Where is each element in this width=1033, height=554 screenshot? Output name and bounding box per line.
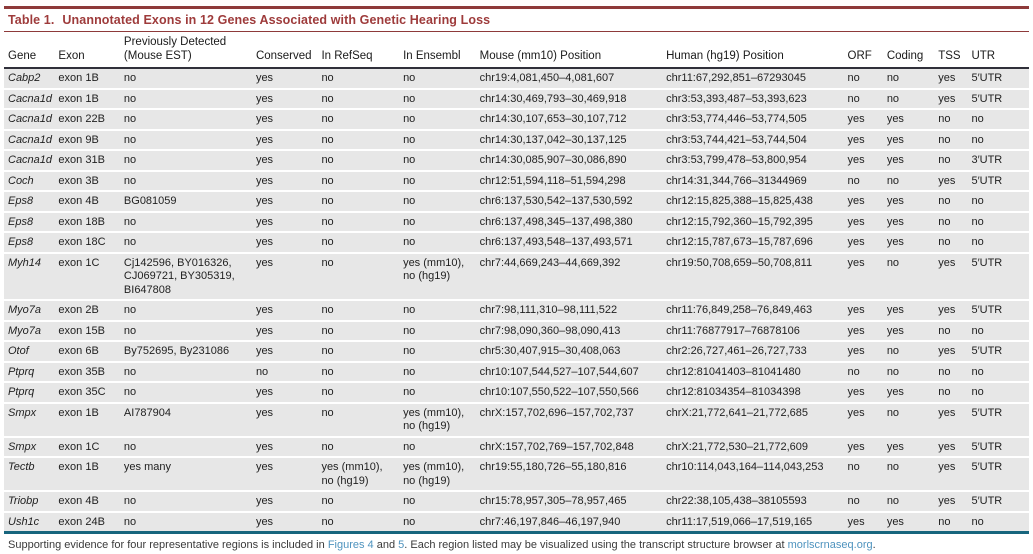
coding-cell: no bbox=[887, 362, 938, 383]
utr-cell: no bbox=[971, 191, 1029, 212]
table-row bbox=[4, 68, 1029, 89]
table-row bbox=[4, 109, 1029, 130]
conserved-cell: yes bbox=[256, 89, 322, 110]
human-cell: chr11:67,292,851–67293045 bbox=[666, 68, 847, 89]
human-cell: chr3:53,774,446–53,774,505 bbox=[666, 109, 847, 130]
mouse-cell: chr19:4,081,450–4,081,607 bbox=[480, 68, 666, 89]
table-row bbox=[4, 171, 1029, 192]
tss-cell: no bbox=[938, 321, 971, 342]
prev-cell: no bbox=[124, 150, 256, 171]
mouse-cell: chr5:30,407,915–30,408,063 bbox=[480, 341, 666, 362]
conserved-cell: yes bbox=[256, 382, 322, 403]
mouse-cell: chr7:46,197,846–46,197,940 bbox=[480, 512, 666, 532]
conserved-cell: yes bbox=[256, 512, 322, 532]
column-header-mouse: Mouse (mm10) Position bbox=[480, 32, 666, 68]
orf-cell: yes bbox=[848, 403, 887, 437]
coding-cell: no bbox=[887, 491, 938, 512]
coding-cell: no bbox=[887, 253, 938, 301]
utr-cell: 5′UTR bbox=[971, 341, 1029, 362]
mouse-cell: chr14:30,137,042–30,137,125 bbox=[480, 130, 666, 151]
table-row bbox=[4, 300, 1029, 321]
mouse-cell: chr14:30,469,793–30,469,918 bbox=[480, 89, 666, 110]
orf-cell: yes bbox=[848, 512, 887, 532]
gene-name-cell: Ptprq bbox=[4, 362, 58, 383]
gene-name-cell: Tectb bbox=[4, 457, 58, 491]
tss-cell: yes bbox=[938, 341, 971, 362]
conserved-cell: yes bbox=[256, 437, 322, 458]
gene-name-cell: Ush1c bbox=[4, 512, 58, 532]
table-row bbox=[4, 232, 1029, 253]
morlscrnaseq-link[interactable]: morlscrnaseq.org bbox=[787, 539, 873, 551]
utr-cell: 5′UTR bbox=[971, 253, 1029, 301]
coding-cell: yes bbox=[887, 300, 938, 321]
utr-cell: 5′UTR bbox=[971, 491, 1029, 512]
column-header-orf: ORF bbox=[848, 32, 887, 68]
orf-cell: no bbox=[848, 491, 887, 512]
refseq-cell: no bbox=[321, 232, 403, 253]
conserved-cell: yes bbox=[256, 232, 322, 253]
tss-cell: yes bbox=[938, 491, 971, 512]
human-cell: chr11:76877917–76878106 bbox=[666, 321, 847, 342]
table-row bbox=[4, 321, 1029, 342]
table-number-label: Table 1. bbox=[8, 13, 55, 27]
coding-cell: yes bbox=[887, 150, 938, 171]
table-row bbox=[4, 253, 1029, 301]
ensembl-cell: no bbox=[403, 341, 480, 362]
ensembl-cell: no bbox=[403, 191, 480, 212]
footer-text: and bbox=[373, 539, 399, 551]
human-cell: chr12:81041403–81041480 bbox=[666, 362, 847, 383]
prev-cell: no bbox=[124, 321, 256, 342]
tss-cell: yes bbox=[938, 403, 971, 437]
mouse-cell: chr15:78,957,305–78,957,465 bbox=[480, 491, 666, 512]
human-cell: chr12:15,787,673–15,787,696 bbox=[666, 232, 847, 253]
conserved-cell: yes bbox=[256, 109, 322, 130]
tss-cell: no bbox=[938, 362, 971, 383]
tss-cell: no bbox=[938, 212, 971, 233]
exon-cell: exon 22B bbox=[58, 109, 124, 130]
utr-cell: no bbox=[971, 362, 1029, 383]
conserved-cell: yes bbox=[256, 300, 322, 321]
table-title bbox=[4, 9, 1029, 31]
exon-cell: exon 1B bbox=[58, 68, 124, 89]
utr-cell: no bbox=[971, 321, 1029, 342]
exon-cell: exon 18C bbox=[58, 232, 124, 253]
exon-cell: exon 18B bbox=[58, 212, 124, 233]
exon-cell: exon 1B bbox=[58, 403, 124, 437]
human-cell: chr11:76,849,258–76,849,463 bbox=[666, 300, 847, 321]
orf-cell: no bbox=[848, 89, 887, 110]
prev-cell: no bbox=[124, 171, 256, 192]
refseq-cell: no bbox=[321, 150, 403, 171]
orf-cell: yes bbox=[848, 212, 887, 233]
exon-cell: exon 1C bbox=[58, 437, 124, 458]
coding-cell: yes bbox=[887, 109, 938, 130]
mouse-cell: chr12:51,594,118–51,594,298 bbox=[480, 171, 666, 192]
column-header-refseq: In RefSeq bbox=[321, 32, 403, 68]
mouse-cell: chr10:107,550,522–107,550,566 bbox=[480, 382, 666, 403]
coding-cell: no bbox=[887, 89, 938, 110]
tss-cell: yes bbox=[938, 68, 971, 89]
utr-cell: no bbox=[971, 512, 1029, 532]
exon-cell: exon 1B bbox=[58, 457, 124, 491]
tss-cell: yes bbox=[938, 89, 971, 110]
human-cell: chrX:21,772,641–21,772,685 bbox=[666, 403, 847, 437]
prev-cell: no bbox=[124, 382, 256, 403]
utr-cell: no bbox=[971, 382, 1029, 403]
refseq-cell: no bbox=[321, 491, 403, 512]
gene-name-cell: Cacna1d bbox=[4, 150, 58, 171]
table-row bbox=[4, 491, 1029, 512]
column-header-human: Human (hg19) Position bbox=[666, 32, 847, 68]
table-row bbox=[4, 341, 1029, 362]
ensembl-cell: no bbox=[403, 491, 480, 512]
prev-cell: no bbox=[124, 362, 256, 383]
column-header-exon: Exon bbox=[58, 32, 124, 68]
prev-cell: no bbox=[124, 512, 256, 532]
exon-cell: exon 4B bbox=[58, 491, 124, 512]
mouse-cell: chr6:137,530,542–137,530,592 bbox=[480, 191, 666, 212]
human-cell: chr22:38,105,438–38105593 bbox=[666, 491, 847, 512]
orf-cell: no bbox=[848, 362, 887, 383]
table-header bbox=[4, 32, 1029, 68]
conserved-cell: yes bbox=[256, 253, 322, 301]
gene-name-cell: Eps8 bbox=[4, 232, 58, 253]
human-cell: chr10:114,043,164–114,043,253 bbox=[666, 457, 847, 491]
exon-cell: exon 9B bbox=[58, 130, 124, 151]
footer-text: . bbox=[872, 539, 876, 551]
ensembl-cell: no bbox=[403, 512, 480, 532]
column-header-gene: Gene bbox=[4, 32, 58, 68]
prev-cell: AI787904 bbox=[124, 403, 256, 437]
prev-cell: no bbox=[124, 232, 256, 253]
orf-cell: yes bbox=[848, 253, 887, 301]
gene-name-cell: Cabp2 bbox=[4, 68, 58, 89]
coding-cell: yes bbox=[887, 437, 938, 458]
human-cell: chr2:26,727,461–26,727,733 bbox=[666, 341, 847, 362]
ensembl-cell: no bbox=[403, 130, 480, 151]
tss-cell: no bbox=[938, 191, 971, 212]
ensembl-cell: no bbox=[403, 362, 480, 383]
prev-cell: BG081059 bbox=[124, 191, 256, 212]
coding-cell: yes bbox=[887, 212, 938, 233]
utr-cell: 5′UTR bbox=[971, 437, 1029, 458]
table-row bbox=[4, 437, 1029, 458]
table-title-text: Unannotated Exons in 12 Genes Associated with Genetic Hearing Loss bbox=[62, 13, 491, 27]
conserved-cell: yes bbox=[256, 150, 322, 171]
ensembl-cell: no bbox=[403, 437, 480, 458]
table-row bbox=[4, 130, 1029, 151]
footer-text: Supporting evidence for four representative regions is included in bbox=[8, 539, 328, 551]
human-cell: chr19:50,708,659–50,708,811 bbox=[666, 253, 847, 301]
gene-name-cell: Myo7a bbox=[4, 321, 58, 342]
figure-5-link[interactable]: 5 bbox=[398, 539, 405, 551]
prev-cell: no bbox=[124, 300, 256, 321]
mouse-cell: chr6:137,493,548–137,493,571 bbox=[480, 232, 666, 253]
exon-cell: exon 24B bbox=[58, 512, 124, 532]
gene-name-cell: Triobp bbox=[4, 491, 58, 512]
prev-cell: no bbox=[124, 491, 256, 512]
utr-cell: 3′UTR bbox=[971, 150, 1029, 171]
ensembl-cell: no bbox=[403, 212, 480, 233]
footer-text: . Each region listed may be visualized using the transcript structure browser at bbox=[404, 539, 788, 551]
column-header-coding: Coding bbox=[887, 32, 938, 68]
orf-cell: yes bbox=[848, 300, 887, 321]
orf-cell: yes bbox=[848, 437, 887, 458]
orf-cell: no bbox=[848, 457, 887, 491]
conserved-cell: yes bbox=[256, 212, 322, 233]
orf-cell: yes bbox=[848, 150, 887, 171]
gene-name-cell: Coch bbox=[4, 171, 58, 192]
exon-cell: exon 1B bbox=[58, 89, 124, 110]
tss-cell: yes bbox=[938, 253, 971, 301]
refseq-cell: no bbox=[321, 212, 403, 233]
gene-name-cell: Ptprq bbox=[4, 382, 58, 403]
coding-cell: no bbox=[887, 171, 938, 192]
utr-cell: 5′UTR bbox=[971, 403, 1029, 437]
table-row bbox=[4, 362, 1029, 383]
exon-cell: exon 35B bbox=[58, 362, 124, 383]
table-row bbox=[4, 457, 1029, 491]
conserved-cell: yes bbox=[256, 457, 322, 491]
prev-cell: no bbox=[124, 437, 256, 458]
ensembl-cell: no bbox=[403, 68, 480, 89]
prev-cell: no bbox=[124, 130, 256, 151]
human-cell: chr12:15,792,360–15,792,395 bbox=[666, 212, 847, 233]
refseq-cell: no bbox=[321, 191, 403, 212]
exon-cell: exon 31B bbox=[58, 150, 124, 171]
table-row bbox=[4, 382, 1029, 403]
conserved-cell: yes bbox=[256, 68, 322, 89]
exon-cell: exon 15B bbox=[58, 321, 124, 342]
orf-cell: yes bbox=[848, 341, 887, 362]
utr-cell: 5′UTR bbox=[971, 457, 1029, 491]
human-cell: chr14:31,344,766–31344969 bbox=[666, 171, 847, 192]
coding-cell: yes bbox=[887, 512, 938, 532]
refseq-cell: no bbox=[321, 403, 403, 437]
utr-cell: no bbox=[971, 109, 1029, 130]
refseq-cell: no bbox=[321, 362, 403, 383]
prev-cell: Cj142596, BY016326, CJ069721, BY305319, BI647808 bbox=[124, 253, 256, 301]
orf-cell: yes bbox=[848, 130, 887, 151]
orf-cell: yes bbox=[848, 232, 887, 253]
mouse-cell: chr10:107,544,527–107,544,607 bbox=[480, 362, 666, 383]
coding-cell: yes bbox=[887, 232, 938, 253]
gene-name-cell: Myo7a bbox=[4, 300, 58, 321]
human-cell: chr3:53,744,421–53,744,504 bbox=[666, 130, 847, 151]
human-cell: chr12:15,825,388–15,825,438 bbox=[666, 191, 847, 212]
human-cell: chr12:81034354–81034398 bbox=[666, 382, 847, 403]
exon-cell: exon 2B bbox=[58, 300, 124, 321]
human-cell: chr3:53,393,487–53,393,623 bbox=[666, 89, 847, 110]
column-header-utr: UTR bbox=[971, 32, 1029, 68]
utr-cell: no bbox=[971, 232, 1029, 253]
prev-cell: yes many bbox=[124, 457, 256, 491]
exon-cell: exon 35C bbox=[58, 382, 124, 403]
header-row bbox=[4, 32, 1029, 68]
refseq-cell: no bbox=[321, 382, 403, 403]
mouse-cell: chrX:157,702,769–157,702,848 bbox=[480, 437, 666, 458]
coding-cell: no bbox=[887, 403, 938, 437]
ensembl-cell: no bbox=[403, 232, 480, 253]
table-row bbox=[4, 191, 1029, 212]
gene-name-cell: Myh14 bbox=[4, 253, 58, 301]
exon-cell: exon 3B bbox=[58, 171, 124, 192]
gene-name-cell: Smpx bbox=[4, 403, 58, 437]
prev-cell: no bbox=[124, 89, 256, 110]
refseq-cell: no bbox=[321, 512, 403, 532]
column-header-ensembl: In Ensembl bbox=[403, 32, 480, 68]
refseq-cell: no bbox=[321, 341, 403, 362]
prev-cell: no bbox=[124, 109, 256, 130]
tss-cell: no bbox=[938, 150, 971, 171]
table-row bbox=[4, 150, 1029, 171]
ensembl-cell: no bbox=[403, 321, 480, 342]
conserved-cell: no bbox=[256, 362, 322, 383]
mouse-cell: chr7:98,090,360–98,090,413 bbox=[480, 321, 666, 342]
utr-cell: 5′UTR bbox=[971, 171, 1029, 192]
column-header-conserved: Conserved bbox=[256, 32, 322, 68]
ensembl-cell: no bbox=[403, 382, 480, 403]
coding-cell: yes bbox=[887, 382, 938, 403]
conserved-cell: yes bbox=[256, 191, 322, 212]
ensembl-cell: no bbox=[403, 89, 480, 110]
table-row bbox=[4, 403, 1029, 437]
refseq-cell: no bbox=[321, 130, 403, 151]
conserved-cell: yes bbox=[256, 491, 322, 512]
refseq-cell: no bbox=[321, 89, 403, 110]
utr-cell: 5′UTR bbox=[971, 68, 1029, 89]
refseq-cell: no bbox=[321, 253, 403, 301]
ensembl-cell: yes (mm10), no (hg19) bbox=[403, 403, 480, 437]
tss-cell: no bbox=[938, 130, 971, 151]
tss-cell: no bbox=[938, 512, 971, 532]
coding-cell: no bbox=[887, 68, 938, 89]
exons-table bbox=[4, 32, 1029, 531]
column-header-tss: TSS bbox=[938, 32, 971, 68]
gene-name-cell: Cacna1d bbox=[4, 89, 58, 110]
coding-cell: yes bbox=[887, 130, 938, 151]
gene-name-cell: Smpx bbox=[4, 437, 58, 458]
conserved-cell: yes bbox=[256, 321, 322, 342]
tss-cell: yes bbox=[938, 437, 971, 458]
human-cell: chrX:21,772,530–21,772,609 bbox=[666, 437, 847, 458]
prev-cell: By752695, By231086 bbox=[124, 341, 256, 362]
mouse-cell: chrX:157,702,696–157,702,737 bbox=[480, 403, 666, 437]
utr-cell: no bbox=[971, 130, 1029, 151]
conserved-cell: yes bbox=[256, 171, 322, 192]
utr-cell: 5′UTR bbox=[971, 300, 1029, 321]
refseq-cell: no bbox=[321, 437, 403, 458]
orf-cell: yes bbox=[848, 109, 887, 130]
gene-name-cell: Eps8 bbox=[4, 212, 58, 233]
tss-cell: yes bbox=[938, 171, 971, 192]
tss-cell: no bbox=[938, 382, 971, 403]
refseq-cell: yes (mm10), no (hg19) bbox=[321, 457, 403, 491]
ensembl-cell: no bbox=[403, 171, 480, 192]
coding-cell: yes bbox=[887, 191, 938, 212]
orf-cell: yes bbox=[848, 321, 887, 342]
ensembl-cell: no bbox=[403, 300, 480, 321]
mouse-cell: chr7:98,111,310–98,111,522 bbox=[480, 300, 666, 321]
tss-cell: yes bbox=[938, 300, 971, 321]
tss-cell: no bbox=[938, 109, 971, 130]
exon-cell: exon 4B bbox=[58, 191, 124, 212]
human-cell: chr11:17,519,066–17,519,165 bbox=[666, 512, 847, 532]
table-body bbox=[4, 68, 1029, 531]
mouse-cell: chr7:44,669,243–44,669,392 bbox=[480, 253, 666, 301]
ensembl-cell: yes (mm10), no (hg19) bbox=[403, 457, 480, 491]
refseq-cell: no bbox=[321, 171, 403, 192]
table-row bbox=[4, 89, 1029, 110]
gene-name-cell: Otof bbox=[4, 341, 58, 362]
tss-cell: yes bbox=[938, 457, 971, 491]
mouse-cell: chr14:30,107,653–30,107,712 bbox=[480, 109, 666, 130]
orf-cell: no bbox=[848, 68, 887, 89]
table-row bbox=[4, 512, 1029, 532]
coding-cell: yes bbox=[887, 321, 938, 342]
orf-cell: yes bbox=[848, 191, 887, 212]
gene-name-cell: Cacna1d bbox=[4, 109, 58, 130]
prev-cell: no bbox=[124, 212, 256, 233]
gene-name-cell: Cacna1d bbox=[4, 130, 58, 151]
prev-cell: no bbox=[124, 68, 256, 89]
mouse-cell: chr19:55,180,726–55,180,816 bbox=[480, 457, 666, 491]
table-row bbox=[4, 212, 1029, 233]
ensembl-cell: no bbox=[403, 150, 480, 171]
coding-cell: no bbox=[887, 457, 938, 491]
table-footnote bbox=[4, 534, 1029, 554]
gene-name-cell: Eps8 bbox=[4, 191, 58, 212]
mouse-cell: chr14:30,085,907–30,086,890 bbox=[480, 150, 666, 171]
refseq-cell: no bbox=[321, 68, 403, 89]
refseq-cell: no bbox=[321, 109, 403, 130]
conserved-cell: yes bbox=[256, 130, 322, 151]
conserved-cell: yes bbox=[256, 403, 322, 437]
utr-cell: 5′UTR bbox=[971, 89, 1029, 110]
ensembl-cell: yes (mm10), no (hg19) bbox=[403, 253, 480, 301]
column-header-prev: Previously Detected (Mouse EST) bbox=[124, 32, 256, 68]
figure-4-link[interactable]: Figures 4 bbox=[327, 539, 374, 551]
refseq-cell: no bbox=[321, 321, 403, 342]
human-cell: chr3:53,799,478–53,800,954 bbox=[666, 150, 847, 171]
exon-cell: exon 6B bbox=[58, 341, 124, 362]
orf-cell: yes bbox=[848, 382, 887, 403]
tss-cell: no bbox=[938, 232, 971, 253]
conserved-cell: yes bbox=[256, 341, 322, 362]
ensembl-cell: no bbox=[403, 109, 480, 130]
coding-cell: no bbox=[887, 341, 938, 362]
orf-cell: no bbox=[848, 171, 887, 192]
mouse-cell: chr6:137,498,345–137,498,380 bbox=[480, 212, 666, 233]
refseq-cell: no bbox=[321, 300, 403, 321]
utr-cell: no bbox=[971, 212, 1029, 233]
exon-cell: exon 1C bbox=[58, 253, 124, 301]
